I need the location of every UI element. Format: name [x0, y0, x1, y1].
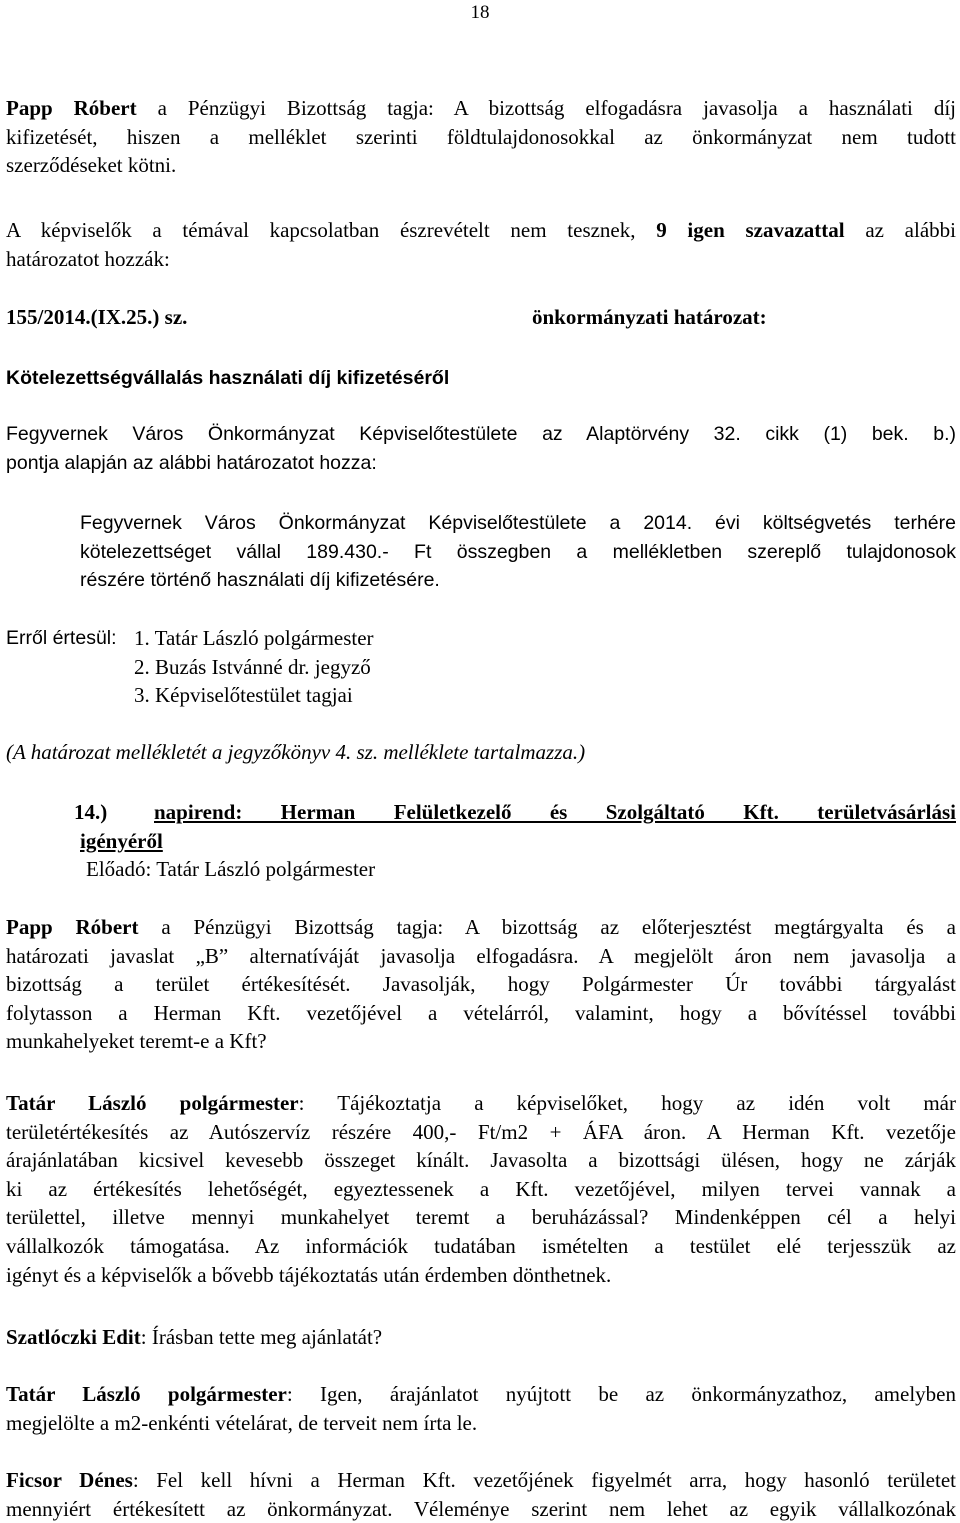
notify-list	[6, 624, 956, 708]
speaker-name: Tatár László polgármester	[6, 1382, 287, 1406]
paragraph-tatar-2: Tatár László polgármester: Igen, árajánlatot nyújtott be az önkormányzathoz, amelyben megjelölte a m2-enkénti vételárat, de terveit nem írta le.	[6, 1382, 956, 1435]
speaker-name: Ficsor Dénes	[6, 1468, 133, 1492]
paragraph-ficsor: Ficsor Dénes: Fel kell hívni a Herman Kft. vezetőjének figyelmét arra, hogy hasonló területet mennyiért értékesített az önkormányzat. Véleménye szerint nem lehet az egyik vállalkozónak	[6, 1468, 956, 1521]
paragraph-papp-2: Papp Róbert a Pénzügyi Bizottság tagja: A bizottság az előterjesztést megtárgyalta és a határozati javaslat „B” alternatíváját javasolja elfogadásra. A megjelölt áron nem javasolja a bizottság a terület értékesítését. Javasolják, hogy Polgármester Úr további tárgyalást folytasson a Herman Kft. vezetőjével a vételárról, valamint, hogy a bővítéssel további munkahelyeket teremt-e a Kft?	[6, 915, 956, 1054]
annex-note: (A határozat mellékletét a jegyzőkönyv 4. sz. melléklete tartalmazza.)	[6, 740, 586, 764]
speaker-name: Papp Róbert	[6, 915, 139, 939]
paragraph-vote: A képviselők a témával kapcsolatban észrevételt nem tesznek, 9 igen szavazattal az alábbi határozatot hozzák:	[6, 218, 956, 271]
notify-label: Erről értesül:	[6, 627, 117, 649]
resolution-type: önkormányzati határozat:	[532, 305, 767, 329]
speaker-name: Tatár László polgármester	[6, 1091, 299, 1115]
paragraph-tatar-1: Tatár László polgármester: Tájékoztatja a képviselőket, hogy az idén volt már területértékesítés az Autószervíz részére 400,- Ft/m2 + ÁFA áron. A Herman Kft. vezetője árajánlatában kicsivel kevesebb összeget kínált. Javasolta a bizottsági ülésen, hogy ne zárják ki az értékesítés lehetőségét, egyeztessenek a Kft. vezetőjével, milyen tervei vannak a területtel, illetve mennyi munkahelyet teremt a beruházással? Mindenképpen cél a helyi vállalkozók támogatása. Az információk tudatában ismételten a testület elé terjesszük az igényt és a képviselők a bővebb tájékoztatás után érdemben dönthetnek.	[6, 1091, 956, 1287]
agenda-title: napirend: Herman Felületkezelő és Szolgáltató Kft. területvásárlási	[154, 800, 956, 824]
page-number: 18	[470, 2, 490, 23]
speaker-name: Szatlóczki Edit	[6, 1325, 141, 1349]
resolution-title: Kötelezettségvállalás használati díj kifizetéséről	[6, 367, 450, 389]
notify-item: 3. Képviselőtestület tagjai	[134, 683, 353, 708]
notify-item: 1. Tatár László polgármester	[134, 626, 374, 650]
paragraph-papp-1: Papp Róbert a Pénzügyi Bizottság tagja: A bizottság elfogadásra javasolja a használati díj kifizetését, hiszen a melléklet szerinti földtulajdonosokkal az önkormányzat nem tudott szerződéseket kötni.	[6, 96, 956, 178]
resolution-header	[6, 303, 956, 332]
speaker-name: Papp Róbert	[6, 96, 137, 120]
resolution-preamble: Fegyvernek Város Önkormányzat Képviselőtestülete az Alaptörvény 32. cikk (1) bek. b.) pontja alapján az alábbi határozatot hozza:	[6, 423, 956, 474]
resolution-number: 155/2014.(IX.25.) sz.	[6, 305, 188, 329]
notify-item: 2. Buzás Istvánné dr. jegyző	[134, 654, 371, 679]
resolution-decision: Fegyvernek Város Önkormányzat Képviselőtestülete a 2014. évi költségvetés terhére kötelezettséget vállal 189.430.- Ft összegben a mellékletben szereplő tulajdonosok részére történő használati díj kifizetésére.	[80, 512, 956, 592]
agenda-presenter: Előadó: Tatár László polgármester	[86, 857, 376, 882]
paragraph-szatloczki: Szatlóczki Edit: Írásban tette meg ajánlatát?	[6, 1325, 383, 1349]
agenda-number: 14.)	[74, 800, 108, 824]
